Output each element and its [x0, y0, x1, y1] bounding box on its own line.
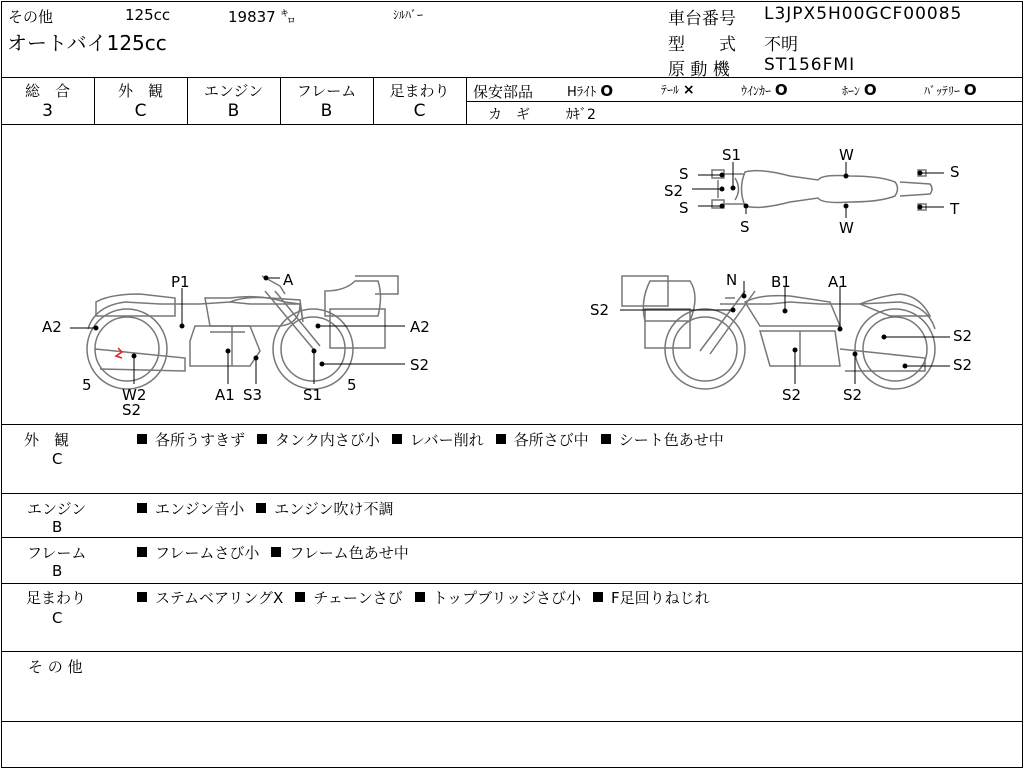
- diagram-label: S3: [243, 386, 263, 404]
- note-grade: B: [52, 518, 63, 536]
- diagram-label: T: [950, 200, 960, 218]
- diagram-label: S2: [953, 327, 973, 345]
- diagram-label: S2: [843, 386, 863, 404]
- safety-item-mark: O: [963, 81, 977, 99]
- grade-value: C: [413, 101, 426, 121]
- diagram-label: S2: [953, 356, 973, 374]
- model-name: オートバイ125cc: [7, 31, 167, 55]
- safety-item-mark: O: [600, 82, 614, 100]
- diagram-label: S2: [122, 401, 142, 419]
- chassis-label: 車台番号: [668, 9, 736, 29]
- diagram-label: S: [679, 199, 689, 217]
- grade-label: 総 合: [24, 82, 70, 100]
- diagram-label: B1: [771, 273, 791, 291]
- note-items: エンジン音小 エンジン吹け不調: [137, 498, 406, 519]
- mileage: 19837 ㌔: [228, 8, 296, 26]
- grade-label: 外 観: [117, 82, 163, 100]
- diagram-label: A1: [828, 273, 848, 291]
- diagram-label: S: [679, 165, 689, 183]
- diagram-label: 5: [82, 376, 92, 394]
- diagram-label: S2: [590, 301, 610, 319]
- safety-item: [661, 81, 695, 98]
- diagram-label: 5: [347, 376, 357, 394]
- grade-value: 3: [42, 101, 53, 121]
- diagram-label: W2: [122, 386, 147, 404]
- diagram-label: P1: [171, 273, 190, 291]
- note-grade: B: [52, 562, 63, 580]
- diagram-label: S: [740, 218, 750, 236]
- safety-item-name: ﾎｰﾝ: [842, 84, 861, 98]
- diagram-label: S1: [722, 146, 742, 164]
- note-items: ステムベアリングX チェーンさび トップブリッジさび小 F足回りねじれ: [137, 587, 722, 608]
- note-grade: C: [52, 450, 63, 468]
- diagram-label: A: [283, 271, 294, 289]
- displacement: 125cc: [125, 6, 171, 24]
- chassis-number: L3JPX5H00GCF00085: [764, 4, 963, 24]
- engine-label: 原 動 機: [668, 60, 730, 80]
- grade-value: B: [320, 101, 333, 121]
- safety-item-name: ﾃｰﾙ: [661, 83, 680, 97]
- color: ｼﾙﾊﾞｰ: [393, 8, 424, 22]
- grade-label: エンジン: [203, 82, 264, 100]
- note-category: エンジン: [27, 500, 87, 518]
- diagram-label: W: [839, 146, 854, 164]
- diagram-label: S2: [782, 386, 802, 404]
- safety-item-name: ﾊﾞｯﾃﾘｰ: [924, 84, 961, 98]
- diagram-label: S2: [410, 356, 430, 374]
- safety-label: 保安部品: [473, 83, 534, 101]
- note-grade: C: [52, 609, 63, 627]
- safety-item-mark: O: [863, 81, 877, 99]
- note-category: そ の 他: [28, 658, 83, 676]
- key-value: ｶｷﾞ2: [566, 107, 596, 123]
- safety-item-mark: O: [774, 81, 788, 99]
- safety-item: [842, 81, 877, 99]
- diagram-label: A2: [42, 318, 62, 336]
- note-category: フレーム: [27, 544, 87, 562]
- diagram-label: A2: [410, 318, 430, 336]
- safety-item: [924, 81, 977, 99]
- safety-item: [741, 81, 788, 99]
- note-category: 外 観: [24, 431, 70, 449]
- safety-item-name: Hﾗｲﾄ: [567, 85, 597, 100]
- diagram-leaders: [0, 126, 1024, 424]
- type-label: 型 式: [668, 35, 736, 55]
- diagram-label: N: [726, 271, 738, 289]
- diagram-label: W: [839, 219, 854, 237]
- note-items: フレームさび小 フレーム色あせ中: [137, 542, 421, 563]
- key-label: カ ギ: [488, 107, 530, 123]
- grade-label: フレーム: [296, 82, 357, 100]
- note-category: 足まわり: [26, 589, 87, 607]
- diagram-label: S2: [664, 182, 684, 200]
- safety-item-mark: ×: [682, 82, 695, 98]
- diagram-label: A1: [215, 386, 235, 404]
- grade-value: C: [134, 101, 147, 121]
- grade-label: 足まわり: [389, 82, 450, 100]
- safety-item: [567, 81, 613, 100]
- note-items: 各所うすきず タンク内さび小 レバー削れ 各所さび中 シート色あせ中: [137, 429, 736, 450]
- type-value: 不明: [764, 35, 798, 55]
- engine-value: ST156FMI: [764, 55, 856, 75]
- safety-item-name: ｳｲﾝｶｰ: [741, 84, 772, 98]
- category: その他: [8, 8, 54, 26]
- diagram-label: S: [950, 163, 960, 181]
- grade-value: B: [227, 101, 240, 121]
- diagram-label: S1: [303, 386, 323, 404]
